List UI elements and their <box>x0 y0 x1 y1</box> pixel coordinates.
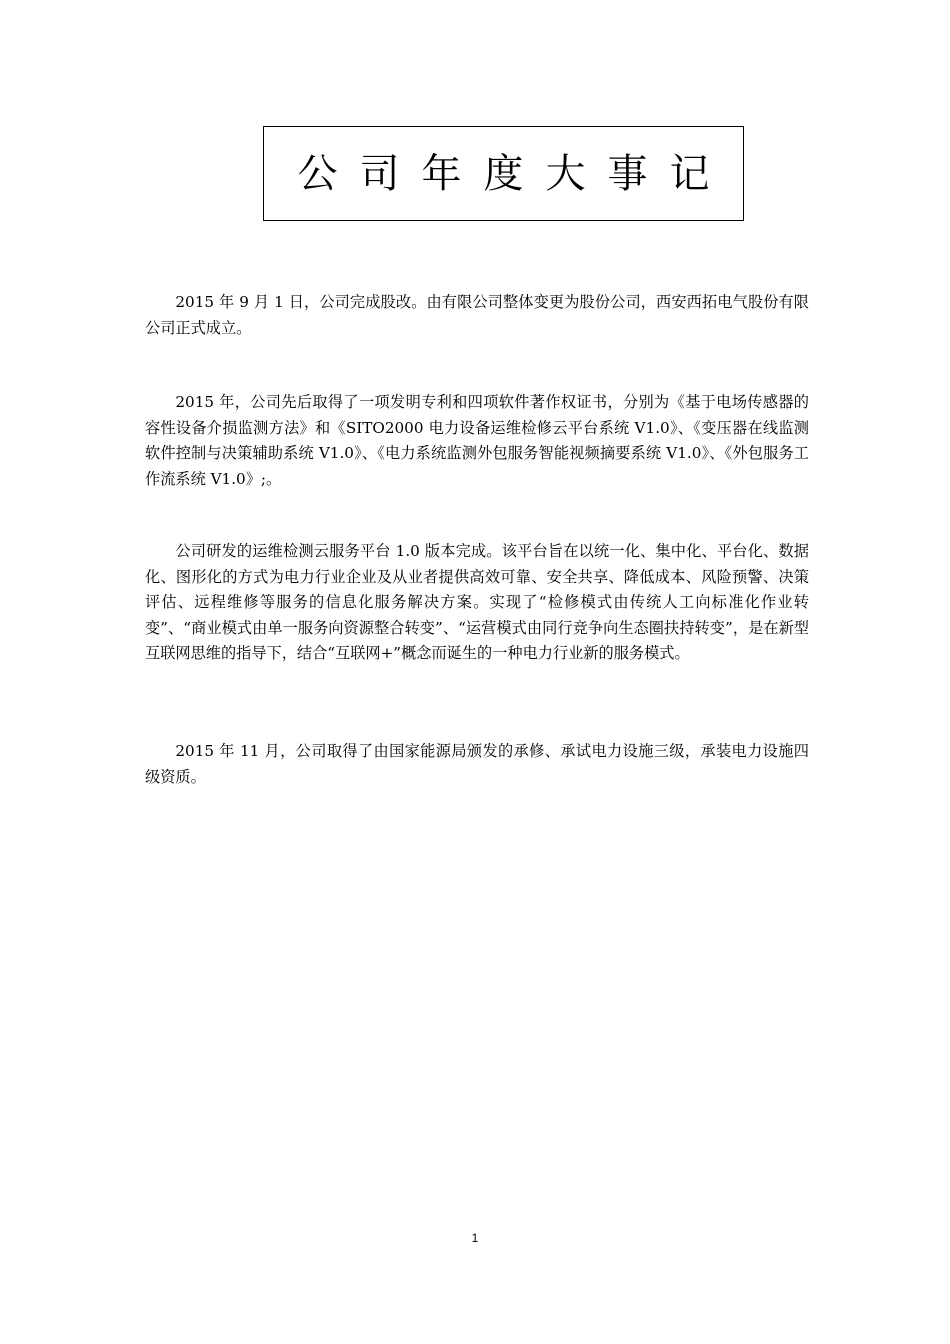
document-title: 公司年度大事记 <box>297 150 732 197</box>
title-box <box>263 126 744 221</box>
paragraph-share-reform: 2015 年 9 月 1 日，公司完成股改。由有限公司整体变更为股份公司，西安西拓电气股份有限公司正式成立。 <box>145 293 809 337</box>
page-number: 1 <box>471 1231 479 1245</box>
paragraph-qualifications: 2015 年 11 月，公司取得了由国家能源局颁发的承修、承试电力设施三级，承装电力设施四级资质。 <box>145 742 809 786</box>
paragraph-cloud-platform: 公司研发的运维检测云服务平台 1.0 版本完成。该平台旨在以统一化、集中化、平台化、数据化、图形化的方式为电力行业企业及从业者提供高效可靠、安全共享、降低成本、风险预警、决策评估、远程维修等服务的信息化服务解决方案。实现了“检修模式由传统人工向标准化作业转变”、“商业模式由单一服务向资源整合转变”、“运营模式由同行竞争向生态圈扶持转变”，是在新型互联网思维的指导下，结合“互联网+”概念而诞生的一种电力行业新的服务模式。 <box>145 542 809 662</box>
paragraph-patents-copyrights: 2015 年，公司先后取得了一项发明专利和四项软件著作权证书，分别为《基于电场传感器的容性设备介损监测方法》和《SITO2000 电力设备运维检修云平台系统 V1.0》、《变压器在线监测软件控制与决策辅助系统 V1.0》、《电力系统监测外包服务智能视频摘要系统 V1.0》、《外包服务工作流系统 V1.0》;。 <box>145 393 809 488</box>
